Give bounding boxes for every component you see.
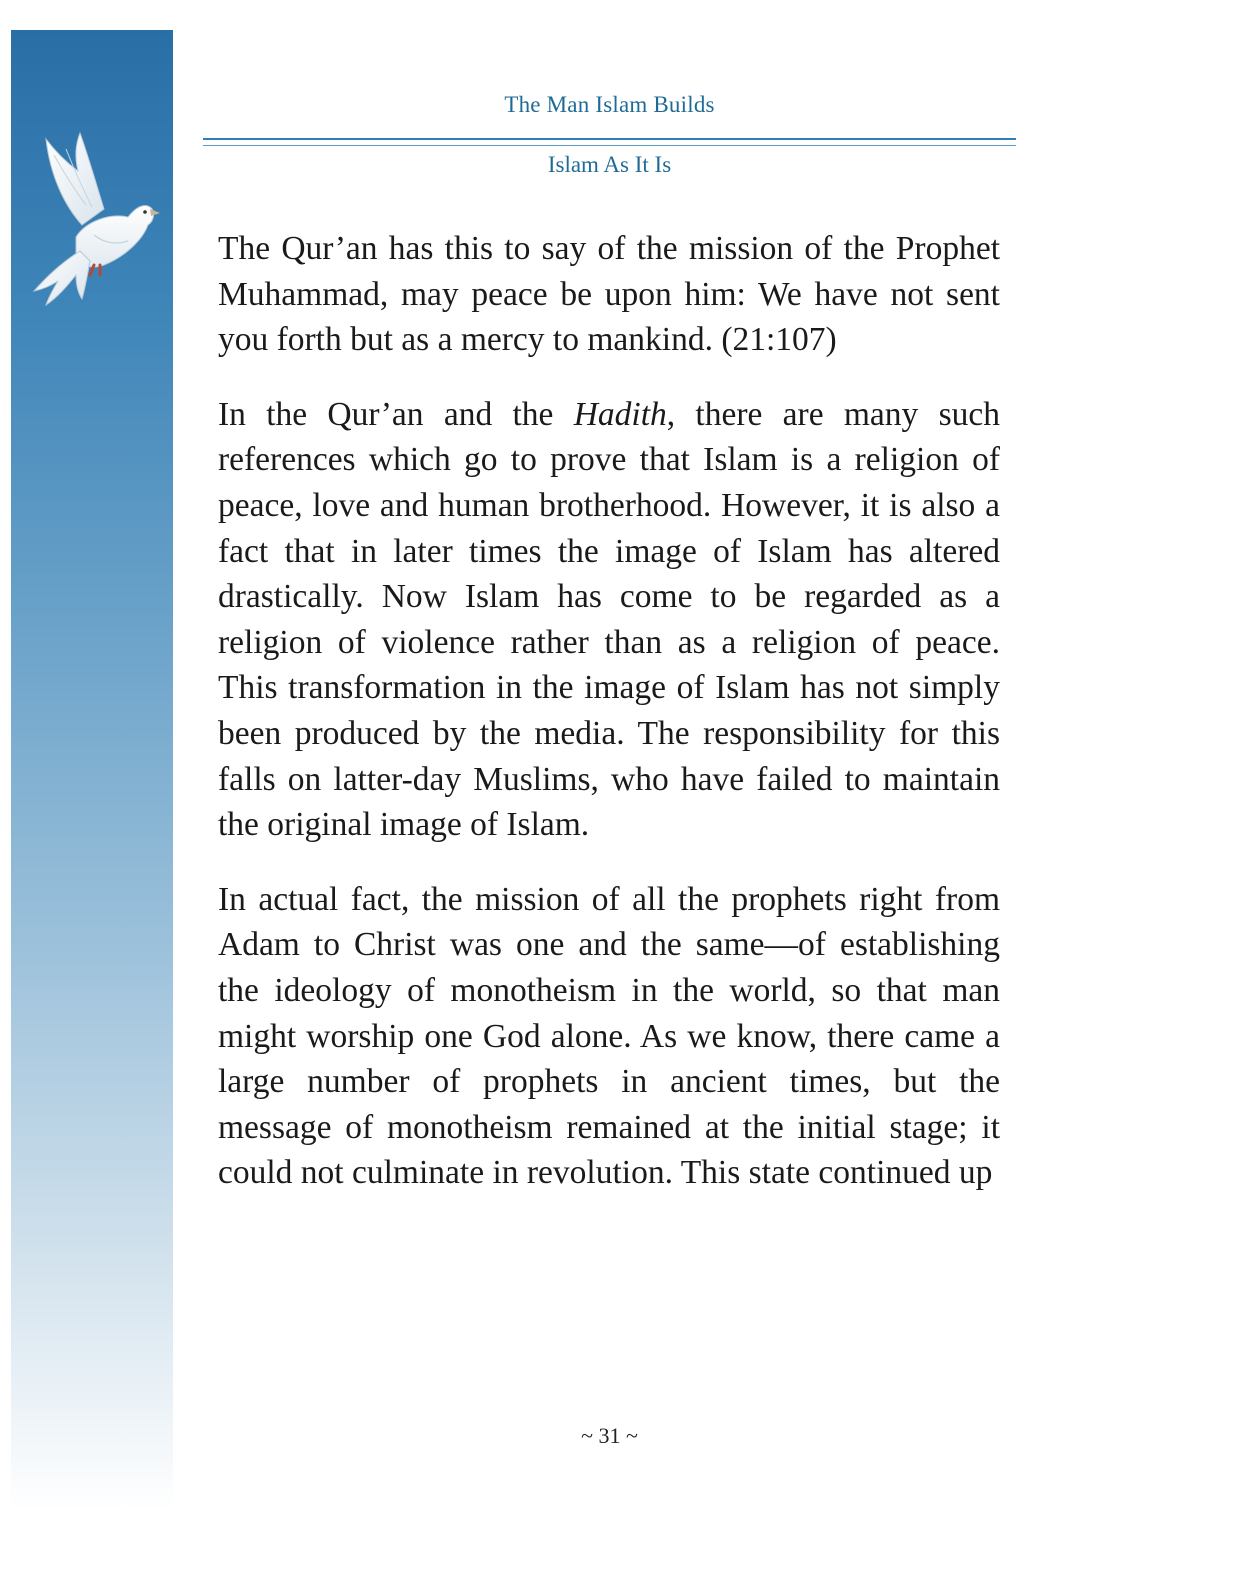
running-head-section-title: Islam As It Is — [547, 152, 672, 177]
paragraph-2-before: In the Qur’an and the — [218, 395, 574, 433]
paragraph-3: In actual fact, the mission of all the prophets right from Adam to Christ was one and the same—of establishing the ideology of monotheism in the world, so that man might worship one God alone. As we know, there came a large number of prophets in ancient times, but the message of monotheism remained at the initial stage; it could not culminate in revolution. This state continued up — [218, 880, 1000, 1192]
paragraph-2-italic-term: Hadith — [573, 395, 667, 433]
white-dove-icon — [24, 125, 164, 310]
paragraph-2-after: , there are many such references which go to prove that Islam is a religion of peace, love and human brotherhood. However, it is also a fact that in later times the image of Islam has altered drastically. Now Islam has come to be regarded as a religion of violence rather than as a religion of peace. This transformation in the image of Islam has not simply been produced by the media. The responsibility for this falls on latter-day Muslims, who have failed to maintain the original image of Islam. — [218, 395, 1000, 844]
body-text — [218, 226, 1000, 1225]
paragraph-2 — [218, 392, 1000, 848]
header-rule-thick — [203, 138, 1016, 140]
paragraph-1: The Qur’an has this to say of the mission of the Prophet Muhammad, may peace be upon him: We have not sent you forth but as a mercy to mankind. (21:107) — [218, 230, 1000, 359]
page-number: ~ 31 ~ — [581, 1423, 638, 1448]
running-head-book-title: The Man Islam Builds — [504, 92, 715, 117]
header-rule-thin — [203, 145, 1016, 146]
